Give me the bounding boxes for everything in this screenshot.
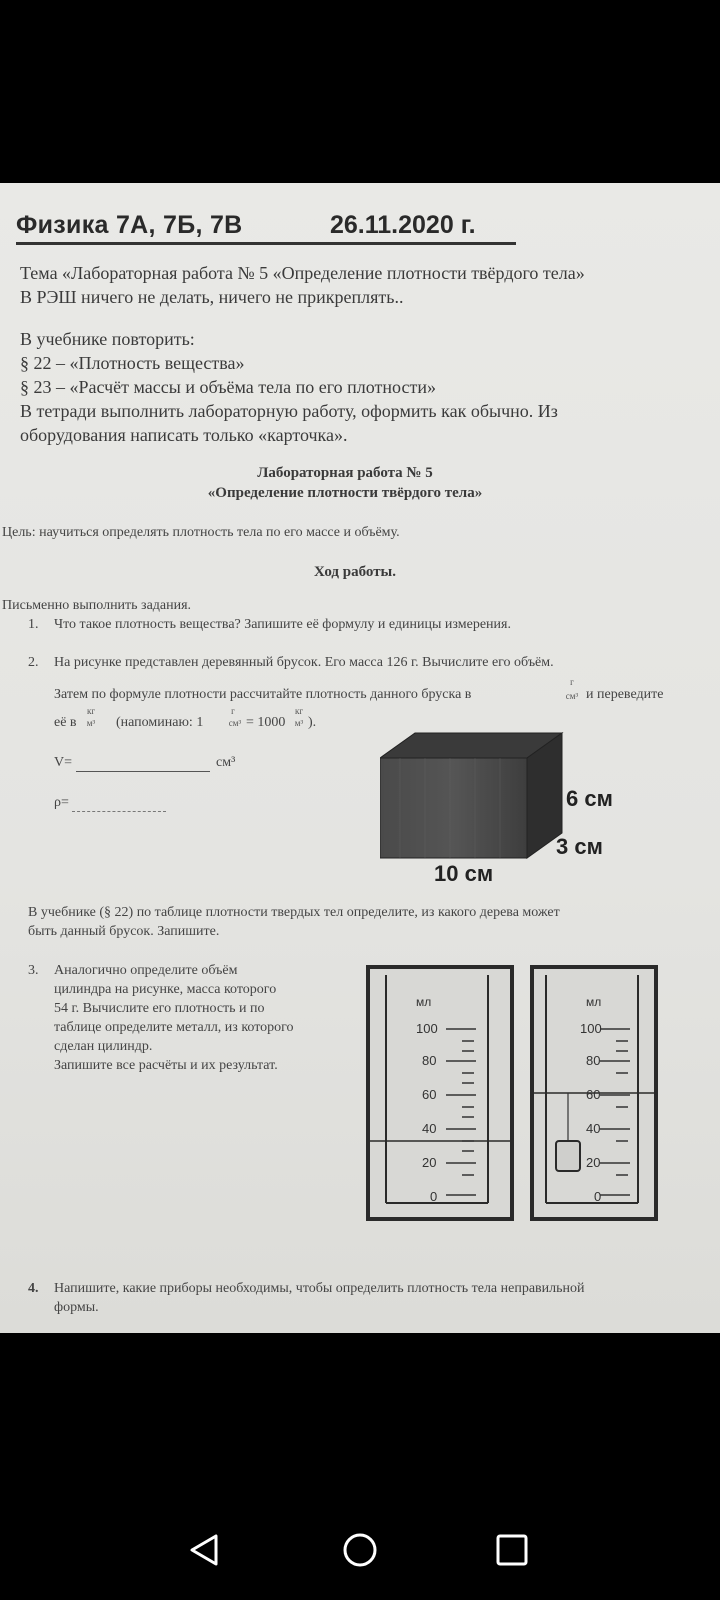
recents-button[interactable] [490, 1528, 534, 1572]
navigation-bar [0, 1500, 720, 1600]
lab-goal: Цель: научиться определять плотность тела по его массе и объёму. [2, 525, 400, 540]
intro-topic: Тема «Лабораторная работа № 5 «Определение плотности твёрдого тела» [20, 263, 585, 283]
reminder-m3-denominator: м³ [294, 718, 304, 728]
cylinder-left-unit: мл [416, 995, 432, 1009]
intro-repeat: В учебнике повторить: [20, 329, 195, 349]
lab-subheading: «Определение плотности твёрдого тела» [207, 485, 483, 501]
task-3-line2: цилиндра на рисунке, масса которого [54, 982, 277, 997]
task-3-line1: Аналогично определите объём [54, 963, 238, 978]
task-2-number: 2. [28, 655, 39, 670]
home-button[interactable] [338, 1528, 382, 1572]
task-3-line4: таблице определите металл, из которого [54, 1020, 294, 1035]
cylinder-right-tick-60: 60 [586, 1087, 601, 1102]
task-2-convert-text: и переведите [586, 687, 664, 702]
task-4-line2: формы. [54, 1300, 99, 1315]
task-3-line3: 54 г. Вычислите его плотность и по [54, 1001, 265, 1016]
textbook-task-line2: быть данный брусок. Запишите. [28, 924, 220, 939]
title-underline [16, 242, 516, 245]
page-date: 26.11.2020 г. [330, 211, 476, 239]
recents-icon [490, 1528, 534, 1572]
intro-notebook: В тетради выполнить лабораторную работу, оформить как обычно. Из [20, 401, 558, 421]
task-2-reminder-end: ). [308, 715, 317, 730]
textbook-task-line1: В учебнике (§ 22) по таблице плотности твердых тел определите, из какого дерева может [28, 905, 560, 920]
task-1-number: 1. [28, 617, 39, 632]
back-button[interactable] [182, 1528, 226, 1572]
task-2-reminder-equals: = 1000 [246, 715, 286, 730]
home-icon [338, 1528, 382, 1572]
intro-par22: § 22 – «Плотность вещества» [20, 353, 245, 373]
unit-fraction-denominator: см³ [565, 691, 579, 701]
block-depth-label: 3 см [556, 834, 603, 859]
intro-par23: § 23 – «Расчёт массы и объёма тела по его плотности» [20, 377, 436, 397]
reminder-kg-numerator: кг [294, 706, 304, 716]
cylinder-left-tick-100: 100 [416, 1021, 438, 1036]
lab-progress-heading: Ход работы. [313, 564, 397, 580]
reminder-g-numerator: г [231, 706, 235, 716]
task-4-number: 4. [28, 1281, 39, 1296]
task-4-line1: Напишите, какие приборы необходимы, чтобы определить плотность тела неправильной [54, 1281, 585, 1296]
cylinder-right-tick-100: 100 [580, 1021, 602, 1036]
task-2-in-text: её в [54, 715, 77, 730]
cylinder-right-tick-80: 80 [586, 1053, 601, 1068]
task-2-reminder: (напоминаю: 1 [116, 715, 204, 730]
cylinder-right-unit: мл [586, 995, 602, 1009]
lab-instruction: Письменно выполнить задания. [2, 598, 192, 613]
task-2-text: На рисунке представлен деревянный брусок. Его масса 126 г. Вычислите его объём. [54, 655, 554, 670]
task-1-text: Что такое плотность вещества? Запишите её формулу и единицы измерения. [54, 617, 511, 632]
task-3-line6: Запишите все расчёты и их результат. [54, 1058, 278, 1073]
back-icon [182, 1528, 226, 1572]
lab-heading: Лабораторная работа № 5 [257, 465, 433, 481]
cylinder-left-tick-40: 40 [422, 1121, 437, 1136]
intro-equipment: оборудования написать только «карточка». [20, 425, 348, 445]
cylinder-left-figure [366, 963, 516, 1223]
block-width-label: 10 см [434, 861, 494, 886]
worksheet-photo [0, 183, 720, 1333]
page-title: Физика 7А, 7Б, 7В [16, 211, 243, 239]
block-height-label: 6 см [566, 786, 613, 811]
volume-label: V= [54, 755, 73, 770]
intro-resh: В РЭШ ничего не делать, ничего не прикреплять.. [20, 287, 404, 307]
cylinder-left-tick-80: 80 [422, 1053, 437, 1068]
volume-answer-line [76, 771, 210, 772]
cylinder-right-tick-20: 20 [586, 1155, 601, 1170]
density-label: ρ= [54, 795, 69, 810]
reminder-cm3-denominator: см³ [228, 718, 242, 728]
task-2-formula-text: Затем по формуле плотности рассчитайте плотность данного бруска в [54, 687, 472, 702]
cylinder-right-tick-40: 40 [586, 1121, 601, 1136]
task-3-line5: сделан цилиндр. [54, 1039, 153, 1054]
task-3-number: 3. [28, 963, 39, 978]
density-answer-line [72, 811, 166, 812]
cylinder-left-tick-20: 20 [422, 1155, 437, 1170]
cylinder-left-tick-0: 0 [430, 1189, 438, 1204]
m3-denominator: м³ [86, 718, 96, 728]
kg-numerator: кг [86, 706, 96, 716]
cylinder-left-tick-60: 60 [422, 1087, 437, 1102]
cylinder-right-tick-0: 0 [594, 1189, 602, 1204]
volume-unit: см³ [216, 755, 236, 770]
unit-fraction-numerator: г [570, 677, 574, 687]
